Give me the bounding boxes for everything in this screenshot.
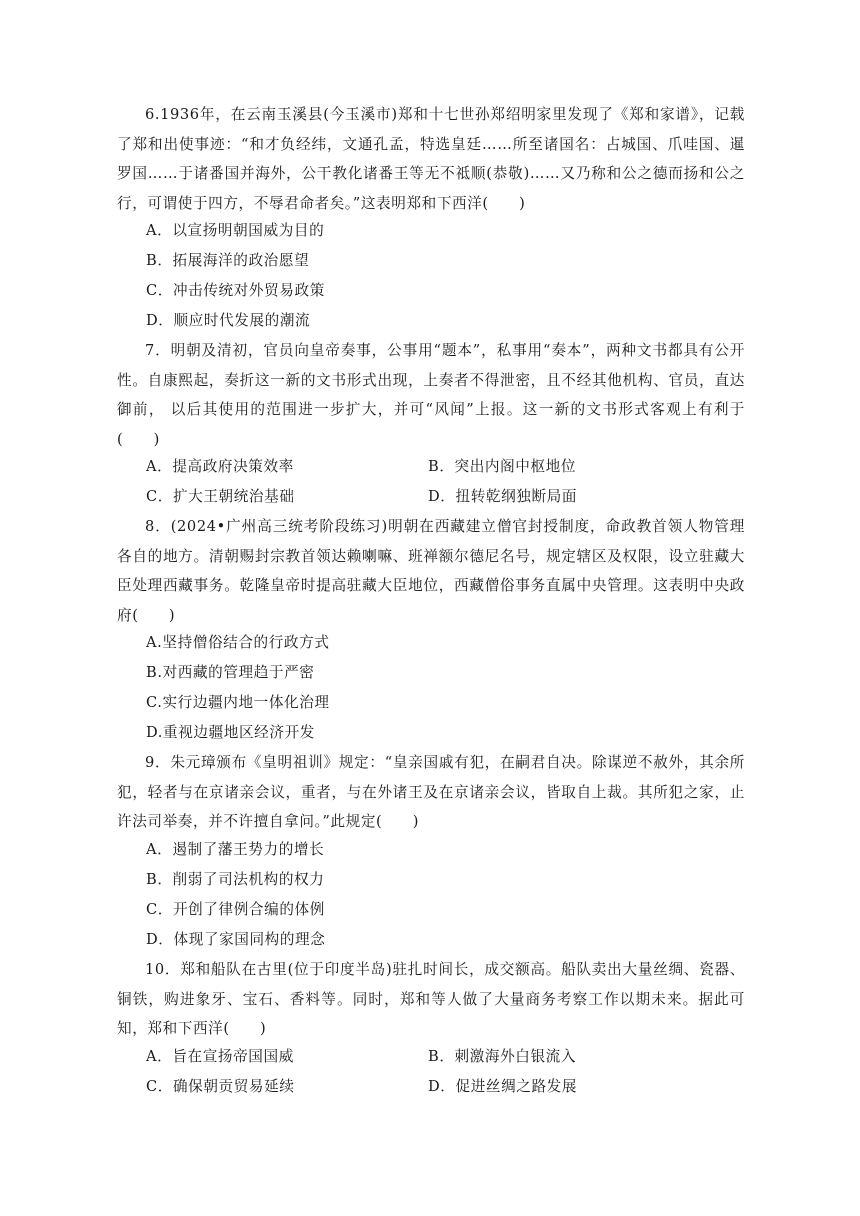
question-7-stem: 7．明朝及清初，官员向皇帝奏事，公事用“题本”，私事用“奏本”，两种文书都具有公开性。自康熙起，奏折这一新的文书形式出现，上奏者不得泄密，且不经其他机构、官员，直达御前， 以后其使用的范围进一步扩大，并可“风闻”上报。这一新的文书形式客观上有利于( ) — [117, 342, 745, 448]
question-10-option-d: D．促进丝绸之路发展 — [428, 1078, 578, 1095]
question-8-option-a: A.坚持僧俗结合的行政方式 — [146, 634, 330, 651]
question-6-option-d: D．顺应时代发展的潮流 — [146, 312, 311, 329]
question-7-option-c: C．扩大王朝统治基础 — [146, 488, 295, 505]
question-9-option-b: B．削弱了司法机构的权力 — [146, 871, 325, 888]
question-8-option-d: D.重视边疆地区经济开发 — [146, 724, 315, 741]
question-9-option-d: D．体现了家国同构的理念 — [146, 931, 326, 948]
question-10-option-c: C．确保朝贡贸易延续 — [146, 1078, 295, 1095]
question-8-stem: 8．(2024•广州高三统考阶段练习)明朝在西藏建立僧官封授制度，命政教首领人物管理各自的地方。清朝赐封宗教首领达赖喇嘛、班禅额尔德尼名号，规定辖区及权限，设立驻藏大臣处理西藏事务。乾隆皇帝时提高驻藏大臣地位，西藏僧俗事务直属中央管理。这表明中央政府( ) — [117, 518, 745, 624]
question-7-option-b: B．突出内阁中枢地位 — [428, 458, 577, 475]
question-8-option-b: B.对西藏的管理趋于严密 — [146, 664, 315, 681]
question-6-option-c: C．冲击传统对外贸易政策 — [146, 282, 325, 299]
question-10-option-b: B．刺激海外白银流入 — [428, 1048, 577, 1065]
question-10-option-a: A．旨在宣扬帝国国威 — [146, 1048, 294, 1065]
question-6-option-b: B．拓展海洋的政治愿望 — [146, 252, 310, 269]
question-9-stem: 9．朱元璋颁布《皇明祖训》规定：“皇亲国戚有犯，在嗣君自决。除谋逆不赦外，其余所犯，轻者与在京诸亲会议，重者，与在外诸王及在京诸亲会议，皆取自上裁。其所犯之家，止许法司举奏，并不许擅自拿问。”此规定( ) — [117, 754, 745, 830]
question-7-option-d: D．扭转乾纲独断局面 — [428, 488, 578, 505]
question-8-option-c: C.实行边疆内地一体化治理 — [146, 694, 330, 711]
question-6-option-a: A．以宣扬明朝国威为目的 — [146, 222, 325, 239]
question-9-option-c: C．开创了律例合编的体例 — [146, 901, 325, 918]
question-7-option-a: A．提高政府决策效率 — [146, 458, 294, 475]
question-6-stem: 6.1936年，在云南玉溪县(今玉溪市)郑和十七世孙郑绍明家里发现了《郑和家谱》，记载了郑和出使事迹：“和才负经纬，文通孔孟，特选皇廷……所至诸国名：占城国、爪哇国、暹罗国……于诸番国并海外，公干教化诸番王等无不祗顺(恭敬)……又乃称和公之德而扬和公之行，可谓使于四方，不辱君命者矣。”这表明郑和下西洋( ) — [117, 106, 745, 212]
question-9-option-a: A．遏制了藩王势力的增长 — [146, 841, 325, 858]
question-10-stem: 10．郑和船队在古里(位于印度半岛)驻扎时间长，成交额高。船队卖出大量丝绸、瓷器、铜铁，购进象牙、宝石、香料等。同时，郑和等人做了大量商务考察工作以期未来。据此可知，郑和下西洋( ) — [117, 961, 745, 1037]
